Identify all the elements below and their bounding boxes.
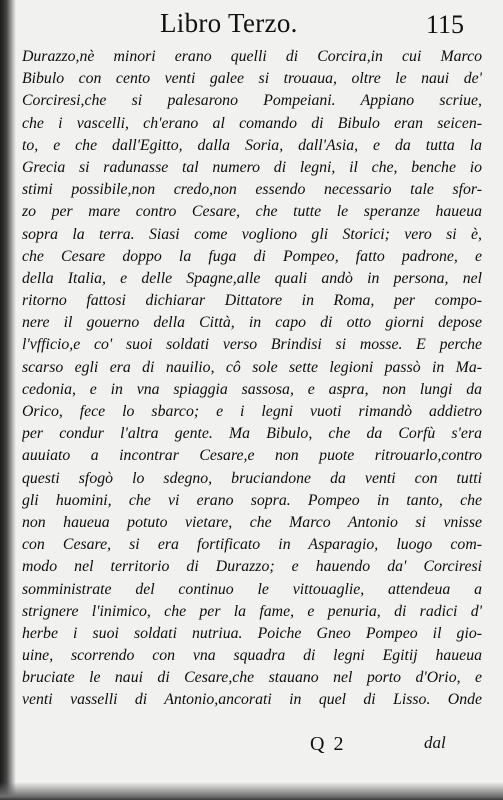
page-header bbox=[0, 8, 503, 42]
text-line: questi sfogò lo sdegno, bruciandone da venti con tutti bbox=[22, 469, 482, 487]
text-line: somministrate del continuo le vittouaglie, attendeua a bbox=[22, 580, 482, 598]
text-line: nere il gouerno della Città, in capo di otto giorni depose bbox=[22, 314, 482, 332]
catchword: dal bbox=[424, 733, 446, 752]
text-line: uine, scorrendo con vna squadra di legni Egitij haueua bbox=[22, 647, 482, 665]
text-line: che Cesare doppo la fuga di Pompeo, fatto padrone, e bbox=[22, 247, 482, 265]
text-line: per condur l'altra gente. Ma Bibulo, che da Corfù s'era bbox=[22, 425, 482, 443]
page-number: 115 bbox=[426, 10, 465, 39]
body-text bbox=[22, 46, 482, 712]
text-line: stimi possibile,non credo,non essendo necessario tale sfor- bbox=[22, 181, 482, 199]
signature-mark: Q 2 bbox=[310, 733, 346, 755]
text-line: zo per mare contro Cesare, che tutte le speranze haueua bbox=[22, 203, 482, 221]
text-line: l'vfficio,e co' suoi soldati verso Brindisi si mosse. E perche bbox=[22, 336, 482, 354]
text-line: modo nel territorio di Durazzo; e hauendo da' Corciresi bbox=[22, 558, 482, 576]
text-line: che i vascelli, ch'erano al comando di Bibulo eran seicen- bbox=[22, 114, 482, 132]
text-line: gli huomini, che vi erano sopra. Pompeo in tanto, che bbox=[22, 491, 482, 509]
text-line: con Cesare, si era fortificato in Asparagio, luogo com- bbox=[22, 536, 482, 554]
text-line: bruciate le naui di Cesare,che stauano nel porto d'Orio, e bbox=[22, 669, 482, 687]
text-line: ritorno fattosi dichiarar Dittatore in Roma, per compo- bbox=[22, 292, 482, 310]
text-line: venti vasselli di Antonio,ancorati in quel di Lisso. Onde bbox=[22, 691, 482, 709]
text-line: strignere l'inimico, che per la fame, e penuria, di radici d' bbox=[22, 602, 482, 620]
text-line: Durazzo,nè minori erano quelli di Corcira,in cui Marco bbox=[22, 48, 482, 65]
text-line: non haueua potuto vietare, che Marco Antonio si vnisse bbox=[22, 513, 482, 531]
text-line: Bibulo con cento venti galee si trouaua, oltre le naui de' bbox=[22, 70, 482, 88]
page-footer bbox=[0, 733, 503, 763]
page-bottom-edge bbox=[0, 782, 503, 800]
gutter-shadow bbox=[0, 0, 16, 800]
text-line: Orico, fece lo sbarco; e i legni vuoti rimandò addietro bbox=[22, 403, 482, 420]
text-line: scarso egli era di nauilio, cô sole sette legioni passò in Ma- bbox=[22, 358, 482, 376]
running-head: Libro Terzo. bbox=[160, 8, 298, 38]
text-line: to, e che dall'Egitto, dalla Soria, dall'Asia, e da tutta la bbox=[22, 136, 482, 154]
text-line: herbe i suoi soldati nutriua. Poiche Gneo Pompeo il gio- bbox=[22, 624, 482, 642]
text-line: cedonia, e in vna spiaggia sassosa, e aspra, non lungi da bbox=[22, 380, 482, 398]
text-line: Grecia si radunasse tal numero di legni, il che, benche io bbox=[22, 158, 482, 176]
text-line: Corciresi,che si palesarono Pompeiani. Appiano scriue, bbox=[22, 92, 482, 110]
text-line: auuiato a incontrar Cesare,e non puote ritrouarlo,contro bbox=[22, 447, 482, 465]
text-line: della Italia, e delle Spagne,alle quali andò in persona, nel bbox=[22, 269, 482, 287]
text-line: sopra la terra. Siasi come vogliono gli Storici; vero si è, bbox=[22, 225, 482, 243]
